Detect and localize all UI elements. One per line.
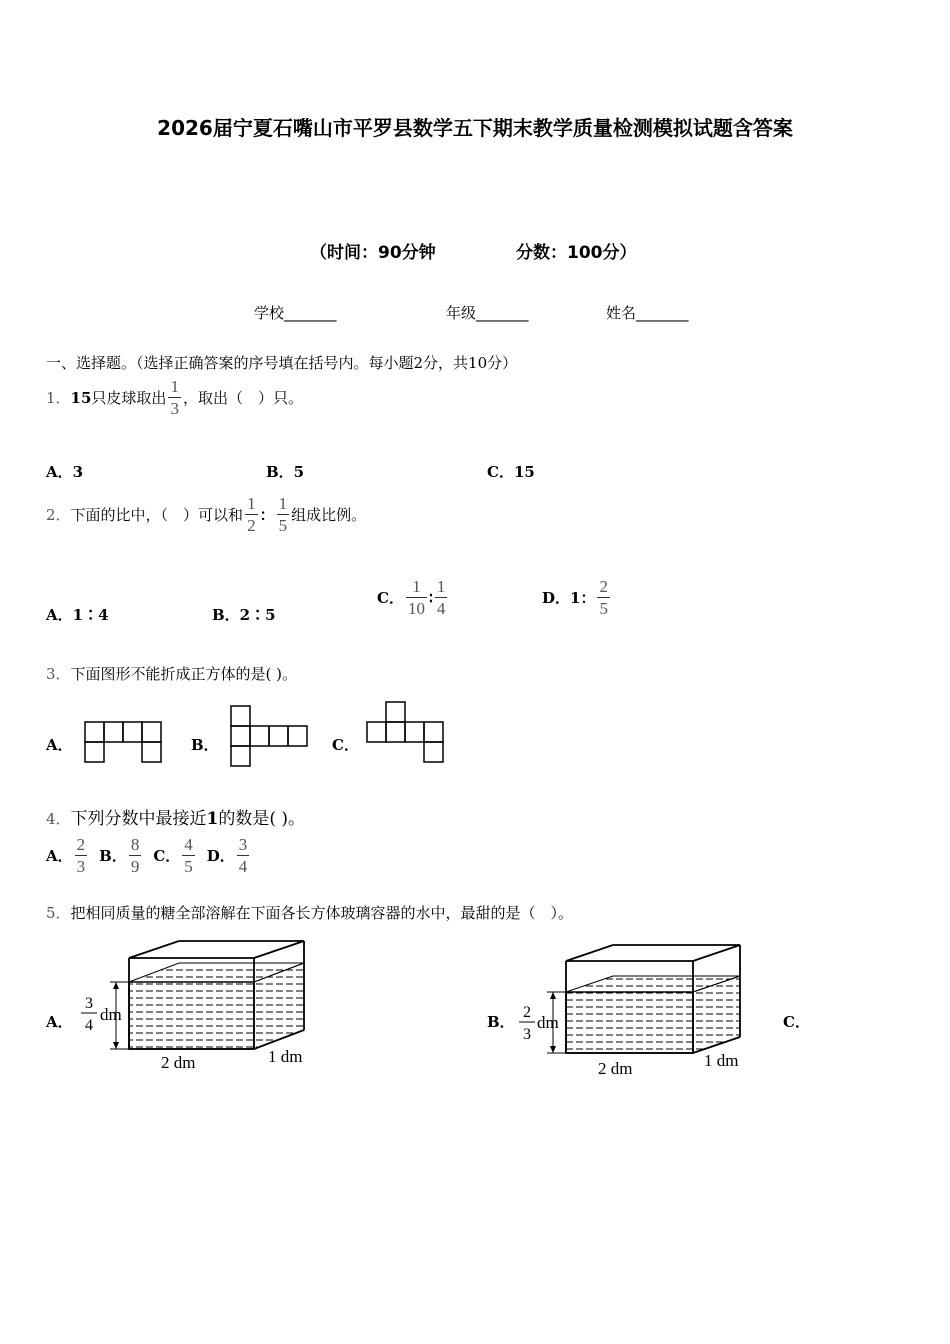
- q5-option-b[interactable]: B．: [487, 1013, 515, 1031]
- question-5: [46, 902, 573, 923]
- q4-option-b[interactable]: B． $\frac{8}{9}$: [99, 835, 140, 876]
- q1-number: 1．: [46, 389, 71, 407]
- q5a-width-label: 2 dm: [161, 1053, 196, 1072]
- q4-text: 下列分数中最接近: [70, 809, 207, 829]
- q3-net-b: [228, 704, 310, 768]
- q1-fraction: $\frac{1}{3}$: [170, 377, 179, 418]
- q2-colon: ：: [259, 506, 275, 524]
- question-1: [46, 378, 303, 417]
- grade-field[interactable]: 年级_______: [446, 304, 529, 322]
- q5-container-b: [516, 940, 756, 1080]
- q2-fraction-2: $\frac{1}{5}$: [278, 494, 288, 535]
- q5-option-a[interactable]: A．: [46, 1013, 73, 1031]
- q2-option-d[interactable]: [542, 578, 612, 617]
- q2-option-c-fraction-1: $\frac{1}{10}$: [407, 577, 425, 618]
- q4-one: 1: [206, 809, 219, 829]
- exam-time: （时间：90分钟: [310, 243, 436, 263]
- q2-option-c-colon: ∶: [428, 588, 433, 607]
- q4-number: 4．: [46, 810, 71, 828]
- q4-options: [46, 836, 251, 875]
- q5b-depth-label: 1 dm: [704, 1051, 739, 1070]
- name-field[interactable]: 姓名_______: [606, 304, 689, 322]
- q4-option-a-fraction: $\frac{2}{3}$: [76, 835, 86, 876]
- q3-net-a: [84, 720, 166, 766]
- q5-option-c[interactable]: C．: [783, 1013, 810, 1031]
- question-3: [46, 663, 297, 684]
- q1-text-end: ，取出（ ）只。: [182, 389, 303, 407]
- q2-option-d-label: D．1：: [542, 589, 596, 607]
- q5b-width-label: 2 dm: [598, 1059, 633, 1078]
- q5a-height-denominator: 4: [85, 1017, 93, 1034]
- q5b-height-numerator: 2: [523, 1004, 531, 1021]
- q1-option-b[interactable]: B．5: [266, 463, 305, 481]
- q2-fraction-1: $\frac{1}{2}$: [247, 494, 256, 535]
- q4-option-d[interactable]: D． $\frac{3}{4}$: [206, 835, 248, 876]
- q1-option-c[interactable]: C．15: [487, 463, 535, 481]
- q5a-height-numerator: 3: [85, 995, 93, 1012]
- q1-text: 只皮球取出: [91, 389, 167, 407]
- question-4: [46, 804, 305, 829]
- q4-text-end: 的数是( )。: [218, 809, 306, 829]
- exam-score: 分数：100分）: [516, 243, 637, 263]
- q5b-height-unit: dm: [537, 1013, 559, 1032]
- q5-container-a: [76, 938, 320, 1078]
- q2-option-c-fraction-2: $\frac{1}{4}$: [436, 577, 446, 618]
- question-2: [46, 495, 366, 534]
- q3-net-c: [364, 700, 450, 764]
- q1-option-a[interactable]: A．3: [46, 463, 84, 481]
- q2-number: 2．: [46, 506, 71, 524]
- school-field[interactable]: 学校_______: [254, 304, 337, 322]
- section-heading: 一、选择题。（选择正确答案的序号填在括号内。每小题2分，共10分）: [46, 354, 518, 372]
- q2-option-d-fraction: $\frac{2}{5}$: [599, 577, 608, 618]
- q2-option-c[interactable]: [377, 578, 449, 617]
- q3-option-b[interactable]: B．: [191, 736, 219, 754]
- q5a-depth-label: 1 dm: [268, 1047, 303, 1066]
- q3-option-a[interactable]: A．: [46, 736, 73, 754]
- q5a-height-unit: dm: [100, 1005, 122, 1024]
- page-title: 2026届宁夏石嘴山市平罗县数学五下期末教学质量检测模拟试题含答案: [157, 116, 793, 140]
- q2-text-end: 组成比例。: [291, 506, 367, 524]
- q5-text: 把相同质量的糖全部溶解在下面各长方体玻璃容器的水中，最甜的是（ ）。: [70, 904, 574, 922]
- q2-option-c-label: C．: [377, 589, 404, 607]
- q4-option-d-fraction: $\frac{3}{4}$: [238, 835, 248, 876]
- q3-option-c[interactable]: C．: [332, 736, 359, 754]
- q2-option-a[interactable]: A．1∶4: [46, 606, 109, 624]
- q5b-height-denominator: 3: [523, 1026, 531, 1043]
- q4-option-c-fraction: $\frac{4}{5}$: [184, 835, 193, 876]
- q5-number: 5．: [46, 904, 71, 922]
- q3-text: 下面图形不能折成正方体的是( )。: [70, 665, 298, 683]
- q1-count: 15: [70, 388, 92, 407]
- q4-option-c[interactable]: C． $\frac{4}{5}$: [153, 835, 193, 876]
- q3-number: 3．: [46, 665, 71, 683]
- q2-option-b[interactable]: B．2∶5: [212, 606, 276, 624]
- q4-option-b-fraction: $\frac{8}{9}$: [130, 835, 140, 876]
- q2-text: 下面的比中，（ ）可以和: [70, 506, 244, 524]
- q4-option-a[interactable]: A． $\frac{2}{3}$: [46, 835, 86, 876]
